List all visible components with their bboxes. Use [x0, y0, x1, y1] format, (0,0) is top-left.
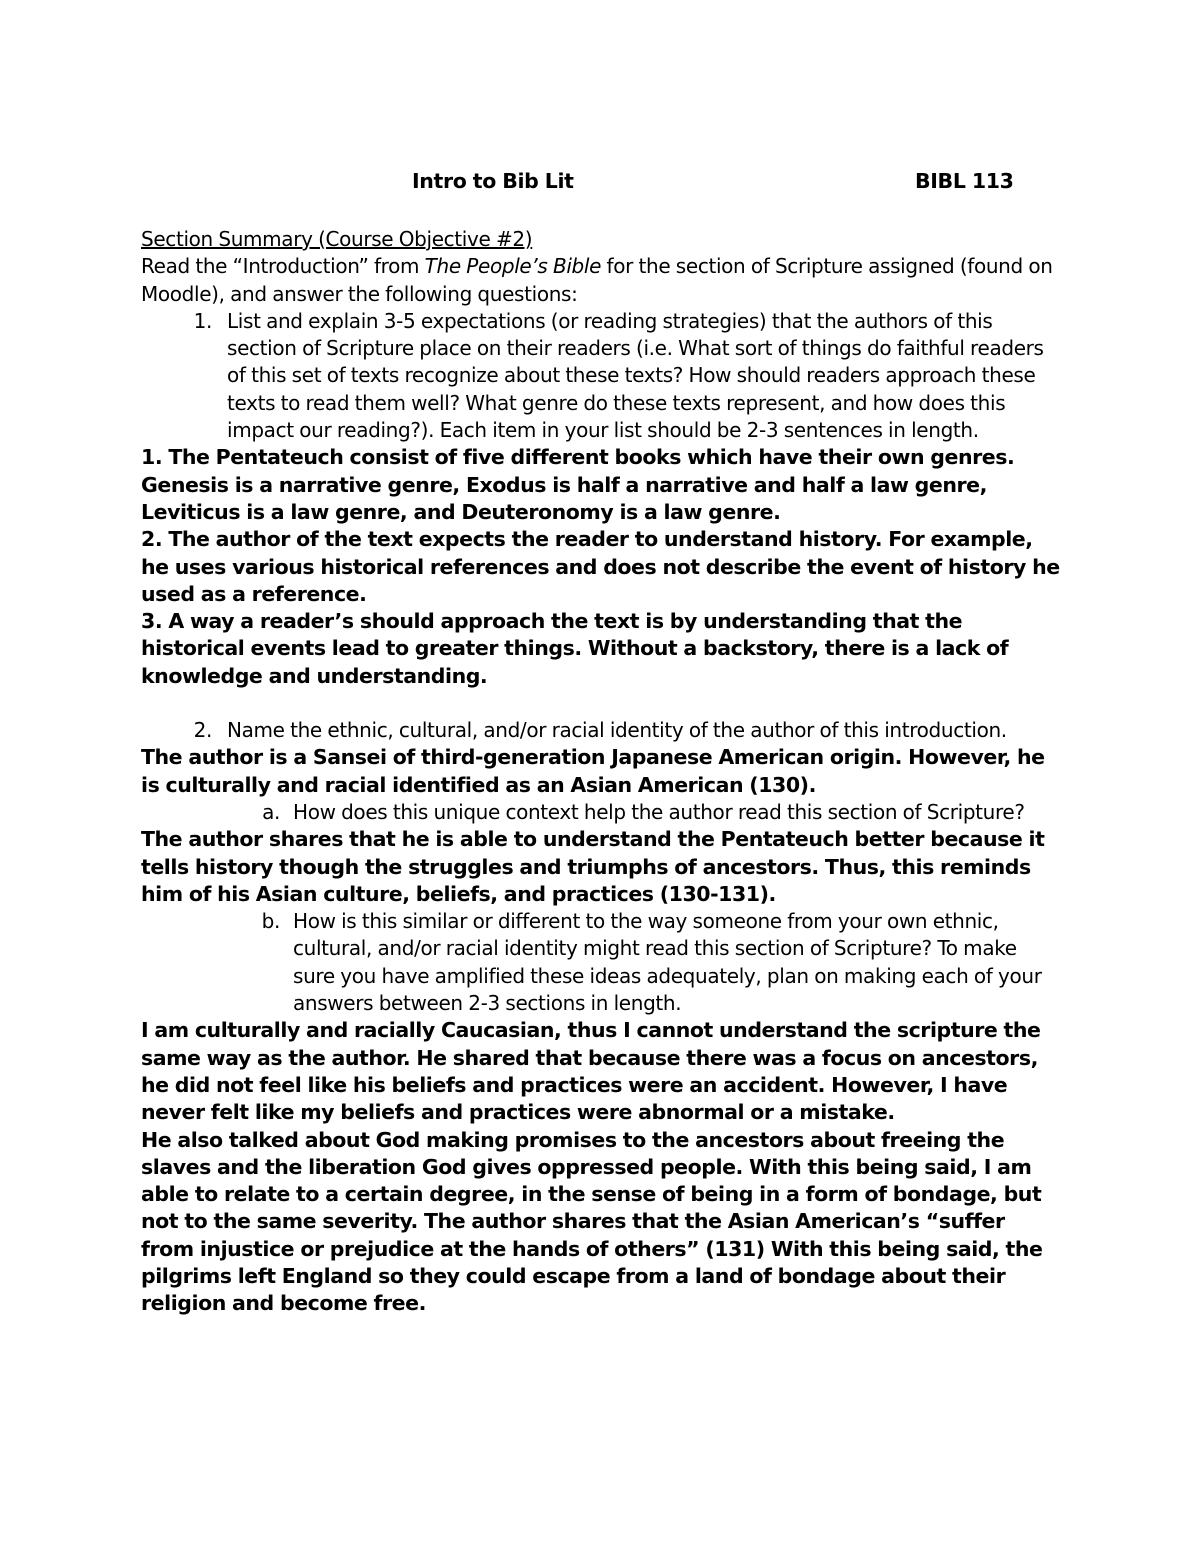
document-title: Intro to Bib Lit: [412, 169, 574, 193]
course-code: BIBL 113: [915, 169, 1014, 193]
blank-line: [141, 690, 1061, 717]
question-1: [141, 308, 1061, 444]
question-number: 1.: [193, 308, 212, 333]
question-number: 2.: [193, 718, 212, 743]
subquestion-text: How is this similar or different to the way someone from your own ethnic, cultural, and/or racial identity might read this section of Scripture? To make sure you have amplified these ideas adequately, plan on making each of your answers between 2-3 sections in length.: [293, 909, 1042, 1016]
section-heading: Section Summary (Course Objective #2): [141, 227, 533, 251]
answer-paragraph: I am culturally and racially Caucasian, thus I cannot understand the scripture the same way as the author. He shared that because there was a focus on ancestors, he did not feel like his beliefs and practices were an accident. However, I have never felt like my beliefs and practices were abnormal or a mistake.: [141, 1018, 1041, 1125]
subquestion-letter: a.: [262, 799, 280, 824]
question-2: [141, 717, 1061, 744]
answer-paragraph: He also talked about God making promises to the ancestors about freeing the slaves and the liberation God gives oppressed people. With this being said, I am able to relate to a certain degree, in the sense of being in a form of bondage, but not to the same severity. The author shares that the Asian American’s “suffer from injustice or prejudice at the hands of others” (131) With this being said, the pilgrims left England so they could escape from a land of bondage about their religion and become free.: [141, 1127, 1043, 1316]
document-body: [141, 168, 1061, 1318]
question-text: Name the ethnic, cultural, and/or racial identity of the author of this introduction.: [227, 718, 1007, 743]
subquestion-a: [141, 799, 1061, 826]
answer-paragraph: 1. The Pentateuch consist of five different books which have their own genres. Genesis is a narrative genre, Exodus is half a narrative and half a law genre, Leviticus is a law genre, and Deuteronomy is a law genre.: [141, 445, 1015, 524]
subquestion-b: [141, 908, 1061, 1017]
subquestion-letter: b.: [261, 909, 280, 934]
subquestion-text: How does this unique context help the author read this section of Scripture?: [293, 799, 1025, 824]
book-title: The People’s Bible: [424, 254, 602, 279]
question-text: List and explain 3-5 expectations (or reading strategies) that the authors of this section of Scripture place on their readers (i.e. What sort of things do faithful readers of this set of texts recognize about these texts? How should readers approach these texts to read them well? What genre do these texts represent, and how does this impact our reading?). Each item in your list should be 2-3 sentences in length.: [227, 308, 1044, 443]
instructions-text-start: Read the “Introduction” from: [141, 254, 425, 279]
document-header: [141, 168, 1061, 198]
answer-paragraph: 2. The author of the text expects the reader to understand history. For example, he uses various historical references and does not describe the event of history he used as a reference.: [141, 527, 1060, 606]
answer-paragraph: The author is a Sansei of third-generation Japanese American origin. However, he is culturally and racial identified as an Asian American (130).: [141, 745, 1045, 797]
instructions-text-end: for the section of Scripture assigned (found on Moodle), and answer the following questions:: [141, 254, 1053, 306]
header-spacer: [141, 198, 1061, 226]
answer-paragraph: 3. A way a reader’s should approach the text is by understanding that the historical events lead to greater things. Without a backstory, there is a lack of knowledge and understanding.: [141, 609, 1009, 688]
instructions-paragraph: [141, 253, 1061, 308]
answer-paragraph: The author shares that he is able to understand the Pentateuch better because it tells history though the struggles and triumphs of ancestors. Thus, this reminds him of his Asian culture, beliefs, and practices (130-131).: [141, 827, 1045, 906]
